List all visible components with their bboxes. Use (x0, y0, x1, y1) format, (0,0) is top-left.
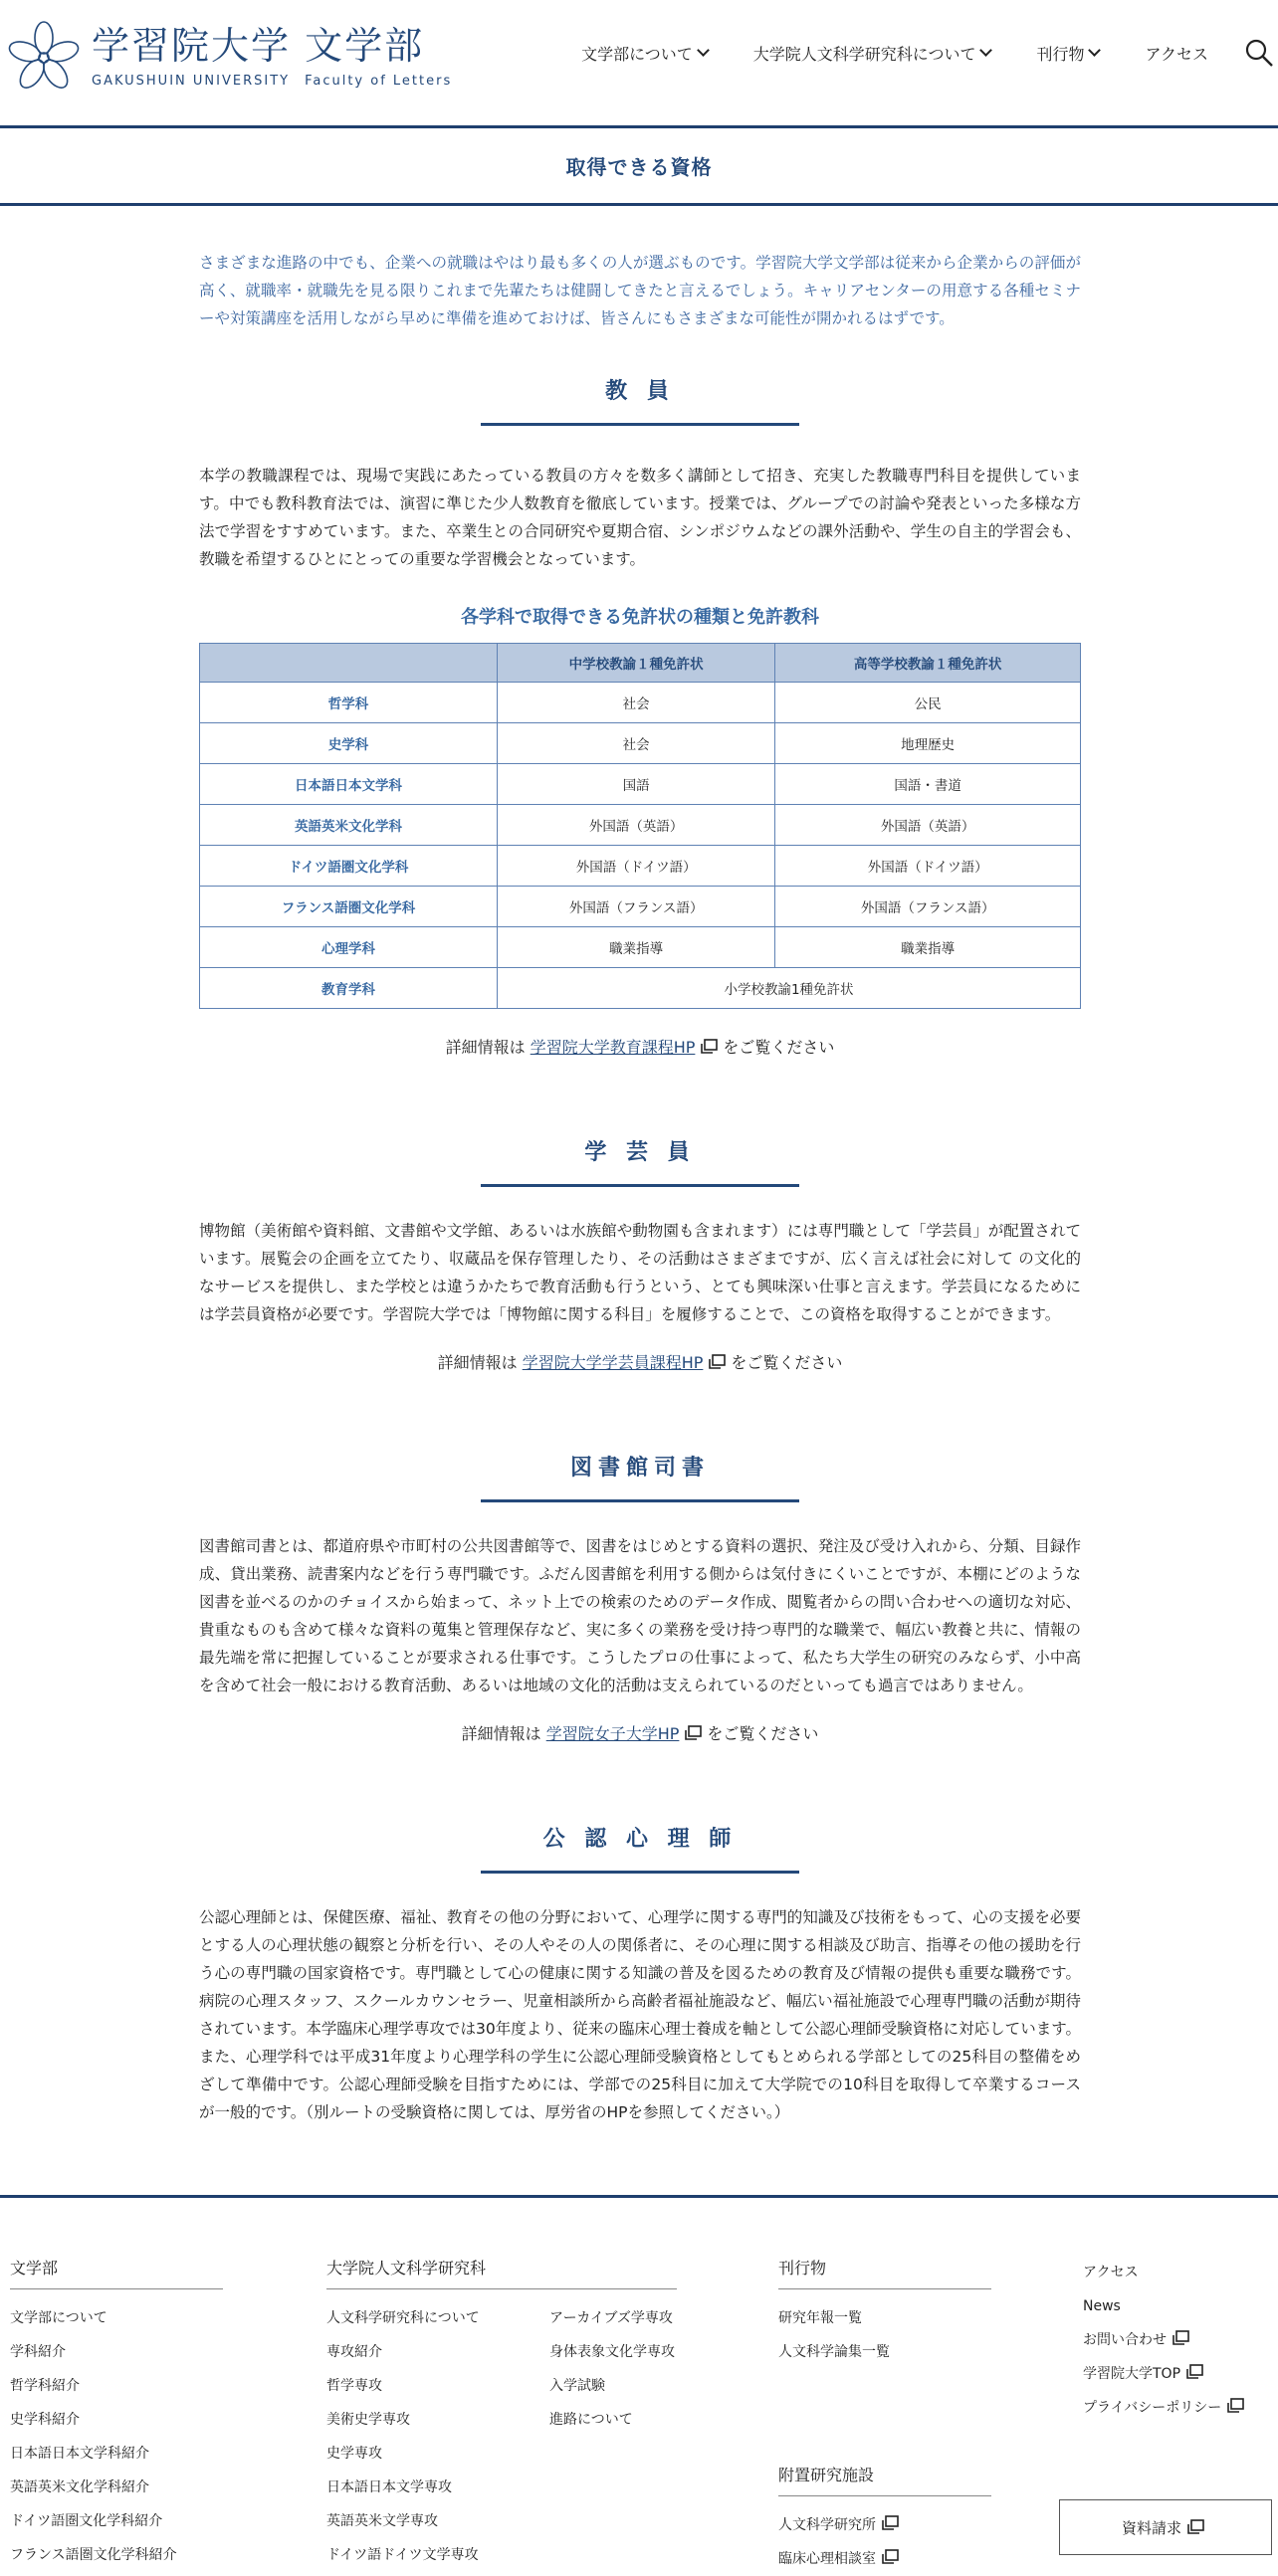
footer-link[interactable] (326, 2538, 549, 2572)
footer-col-publications (778, 2256, 991, 2576)
section-curator (199, 1135, 1081, 1373)
curator-course-link[interactable]: 学習院大学学芸員課程HP (522, 1353, 704, 1372)
table-row (200, 683, 1081, 723)
nav-label: 刊行物 (1036, 44, 1085, 64)
license-table (199, 643, 1081, 1009)
detail-prefix: 詳細情報は (445, 1038, 526, 1057)
section-body: 博物館（美術館や資料館、文書館や文学館、あるいは水族館や動物園も含まれます）には専門職として「学芸員」が配置されています。展覧会の企画を立てたり、収蔵品を保存管理したり、その活動はさまざまですが、広く言えば社会に対して の文化的なサービスを提供し、また学校とは違うかたちで教育活動も行うという、とても興味深い仕事と言えます。学芸員になるためには学芸員資格が必要です。学習院大学では「博物館に関する科目」を履修することで、この資格を取得することができます。 (199, 1222, 1081, 1323)
nav-access[interactable] (1145, 42, 1208, 65)
footer-link[interactable] (778, 2542, 991, 2576)
nav-graduate-school[interactable] (753, 42, 991, 65)
footer-link-label: 臨床心理相談室 (778, 2551, 876, 2567)
footer-link-label: ドイツ語ドイツ文学専攻 (326, 2547, 479, 2563)
senior-license-cell: 外国語（フランス語） (775, 887, 1081, 927)
external-link-icon (1171, 2330, 1190, 2346)
junior-license-cell: 社会 (498, 723, 775, 764)
footer-link[interactable] (10, 2471, 223, 2504)
table-row (200, 846, 1081, 887)
footer-col-links (1083, 2256, 1278, 2425)
footer-list (10, 2301, 223, 2572)
heading-underline (481, 1499, 799, 1502)
footer-link[interactable] (10, 2504, 223, 2538)
external-link-icon (1225, 2398, 1245, 2414)
footer-link[interactable] (778, 2508, 991, 2542)
footer-link[interactable] (778, 2301, 991, 2335)
education-course-link[interactable]: 学習院大学教育課程HP (530, 1038, 696, 1057)
section-teacher (199, 374, 1081, 1058)
flower-logo-icon (8, 20, 80, 92)
footer-link[interactable] (326, 2335, 549, 2369)
footer-link-label: 研究年報一覧 (778, 2310, 862, 2326)
footer-link[interactable] (10, 2403, 223, 2437)
footer-link[interactable] (1083, 2391, 1278, 2425)
footer-link[interactable] (778, 2335, 991, 2369)
dept-cell: 英語英米文化学科 (200, 805, 498, 846)
detail-prefix: 詳細情報は (461, 1724, 541, 1743)
external-link-icon (880, 2515, 900, 2531)
table-header-cell: 高等学校教諭１種免許状 (775, 644, 1081, 683)
dept-cell: 史学科 (200, 723, 498, 764)
intro-text: さまざまな進路の中でも、企業への就職はやはり最も多くの人が選ぶものです。学習院大学文学部は従来から企業からの評価が高く、就職率・就職先を見る限りこれまで先輩たちは健闘してきたと言えるでしょう。キャリアセンターの用意する各種セミナーや対策講座を活用しながら早めに準備を進めておけば、皆さんにもさまざまな可能性が開かれるはずです。 (199, 254, 1081, 327)
footer-link-label: 人文科学研究科について (326, 2310, 480, 2326)
section-librarian (199, 1451, 1081, 1744)
detail-prefix: 詳細情報は (437, 1353, 518, 1372)
detail-info (199, 1350, 1081, 1373)
footer-link[interactable] (10, 2335, 223, 2369)
footer-link[interactable] (1083, 2357, 1278, 2391)
footer-heading[interactable]: 大学院人文科学研究科 (326, 2256, 677, 2289)
footer-link-label: 人文科学研究所 (778, 2517, 876, 2533)
footer-link-label: 史学科紹介 (10, 2412, 80, 2428)
footer-link-label: フランス語圏文化学科紹介 (10, 2547, 177, 2563)
footer-link-label: 入学試験 (549, 2378, 605, 2394)
footer-link[interactable] (326, 2437, 549, 2471)
footer-link[interactable] (549, 2403, 675, 2437)
footer-link[interactable] (326, 2504, 549, 2538)
nav-label: アクセス (1145, 44, 1208, 64)
site-header (0, 0, 1278, 128)
footer-link-label: News (1083, 2298, 1121, 2314)
junior-license-cell: 職業指導 (498, 927, 775, 968)
external-link-icon (880, 2549, 900, 2565)
footer-link[interactable] (326, 2471, 549, 2504)
footer-list (326, 2301, 549, 2572)
footer-link-label: 英語英米文学専攻 (326, 2513, 438, 2529)
table-header-cell (200, 644, 498, 683)
section-heading: 学 芸 員 (584, 1140, 696, 1165)
footer-link-label: 進路について (549, 2412, 633, 2428)
footer-link-label: 身体表象文化学専攻 (549, 2344, 675, 2360)
footer-link-label: 史学専攻 (326, 2446, 382, 2462)
external-link-icon (683, 1725, 703, 1741)
senior-license-cell: 地理歴史 (775, 723, 1081, 764)
search-icon[interactable] (1244, 38, 1274, 68)
footer-heading[interactable]: 附置研究施設 (778, 2463, 991, 2496)
detail-suffix: をご覧ください (731, 1353, 843, 1372)
external-link-icon (707, 1354, 727, 1370)
detail-info (199, 1721, 1081, 1744)
womens-college-link[interactable]: 学習院女子大学HP (545, 1724, 680, 1743)
footer-link-label: ドイツ語圏文化学科紹介 (10, 2513, 163, 2529)
table-row (200, 927, 1081, 968)
footer-list (778, 2508, 991, 2576)
footer-link[interactable] (326, 2301, 549, 2335)
dept-cell: ドイツ語圏文化学科 (200, 846, 498, 887)
footer-link-label: お問い合わせ (1083, 2332, 1167, 2348)
heading-underline (481, 1871, 799, 1874)
detail-suffix: をご覧ください (723, 1038, 835, 1057)
logo-title: 学習院大学 文学部 (92, 23, 425, 68)
table-row (200, 723, 1081, 764)
heading-underline (481, 1184, 799, 1187)
footer-link[interactable] (1083, 2256, 1278, 2289)
nav-about-faculty[interactable] (581, 42, 708, 65)
footer-link-label: プライバシーポリシー (1083, 2400, 1222, 2416)
dept-cell: 教育学科 (200, 968, 498, 1009)
table-row (200, 805, 1081, 846)
footer-link-label: 人文科学論集一覧 (778, 2344, 890, 2360)
footer-link[interactable] (10, 2301, 223, 2335)
footer-link-label: 専攻紹介 (326, 2344, 382, 2360)
detail-info (199, 1035, 1081, 1058)
main-content (199, 249, 1081, 2126)
external-link-icon (1185, 2519, 1205, 2535)
footer-col-faculty (10, 2256, 223, 2572)
footer-link-label: 哲学科紹介 (10, 2378, 80, 2394)
table-row (200, 764, 1081, 805)
footer-link[interactable] (10, 2538, 223, 2572)
dept-cell: 心理学科 (200, 927, 498, 968)
footer-link-label: 哲学専攻 (326, 2378, 382, 2394)
site-logo[interactable] (8, 20, 452, 92)
footer-link-label: 学習院大学TOP (1083, 2366, 1181, 2382)
dept-cell: 日本語日本文学科 (200, 764, 498, 805)
footer-link-label: アクセス (1083, 2265, 1139, 2280)
junior-license-cell: 国語 (498, 764, 775, 805)
chevron-down-icon (980, 44, 993, 57)
footer-link[interactable] (1083, 2323, 1278, 2357)
page-title: 取得できる資格 (565, 155, 713, 179)
section-body: 本学の教職課程では、現場で実践にあたっている教員の方々を数多く講師として招き、充実した教職専門科目を提供しています。中でも教科教育法では、演習に準じた少人数教育を徹底しています。授業では、グループでの討論や発表といった多様な方法で学習をすすめています。また、卒業生との合同研究や夏期合宿、シンポジウムなどの課外活動や、学生の自主的学習会も、教職を希望するひとにとっての重要な学習機会となっています。 (199, 467, 1081, 568)
footer-list (778, 2301, 991, 2369)
detail-suffix: をご覧ください (707, 1724, 819, 1743)
table-row (200, 968, 1081, 1009)
section-heading: 公 認 心 理 師 (542, 1827, 738, 1852)
footer-heading[interactable]: 文学部 (10, 2256, 223, 2289)
external-link-icon (699, 1039, 719, 1055)
page-title-band (0, 131, 1278, 206)
senior-license-cell: 公民 (775, 683, 1081, 723)
merged-license-cell: 小学校教諭1種免許状 (498, 968, 1081, 1009)
section-heading: 図書館司書 (569, 1456, 710, 1481)
footer-link[interactable] (10, 2437, 223, 2471)
section-heading: 教 員 (605, 379, 675, 404)
footer-link[interactable] (10, 2369, 223, 2403)
main-nav (581, 38, 1208, 68)
request-materials-button[interactable] (1059, 2499, 1272, 2555)
table-header-cell: 中学校教諭１種免許状 (498, 644, 775, 683)
footer-col-graduate (326, 2256, 677, 2572)
chevron-down-icon (697, 44, 710, 57)
nav-publications[interactable] (1036, 42, 1099, 65)
footer-heading[interactable]: 刊行物 (778, 2256, 991, 2289)
table-title: 各学科で取得できる免許状の種類と免許教科 (461, 607, 819, 628)
dept-cell: 哲学科 (200, 683, 498, 723)
nav-label: 文学部について (581, 44, 693, 64)
senior-license-cell: 外国語（ドイツ語） (775, 846, 1081, 887)
footer-link-label: 文学部について (10, 2310, 107, 2326)
dept-cell: フランス語圏文化学科 (200, 887, 498, 927)
senior-license-cell: 外国語（英語） (775, 805, 1081, 846)
junior-license-cell: 外国語（フランス語） (498, 887, 775, 927)
footer-link-label: 美術史学専攻 (326, 2412, 410, 2428)
footer-link[interactable] (549, 2369, 675, 2403)
table-header-row (200, 644, 1081, 683)
footer-link-label: 学科紹介 (10, 2344, 66, 2360)
nav-label: 大学院人文科学研究科について (752, 44, 976, 64)
section-body: 公認心理師とは、保健医療、福祉、教育その他の分野において、心理学に関する専門的知識及び技術をもって、心の支援を必要とする人の心理状態の観察と分析を行い、その人やその人の関係者に、その心理に関する相談及び助言、指導その他の援助を行う心の専門職の国家資格です。専門職として心の健康に関する知識の普及を図るための教育及び情報の提供も重要な職務です。病院の心理スタッフ、スクールカウンセラー、児童相談所から高齢者福祉施設など、幅広い福祉施設で心理専門職の活動が期待されています。本学臨床心理学専攻では30年度より、従来の臨床心理士養成を軸として公認心理師受験資格に対応しています。 また、心理学科では平成31年度より心理学科の学生に公認心理師受験資格としてもとめられる学部としての25科目の整備をめざして準備中です。公認心理師受験を目指すためには、学部での25科目に加えて大学院での10科目を取得して卒業するコースが一般的です。（別ルートの受験資格に関しては、厚労省のHPを参照してください。） (199, 1908, 1081, 2121)
footer-link[interactable] (549, 2301, 675, 2335)
junior-license-cell: 外国語（英語） (498, 805, 775, 846)
section-psychologist (199, 1822, 1081, 2126)
footer-list (1083, 2256, 1278, 2425)
table-row (200, 887, 1081, 927)
section-body: 図書館司書とは、都道府県や市町村の公共図書館等で、図書をはじめとする資料の選択、発注及び受け入れから、分類、目録作成、貸出業務、読書案内などを行う専門職です。ふだん図書館を利用する側からは気付きにくいことですが、本棚にどのような図書を並べるのかのチョイスから始まって、ネット上での検索のためのデータ作成、閲覧者からの問い合わせへの適切な対応、貴重なものも含めて様々な資料の蒐集と管理保存など、実に多くの業務を受け持つ専門的な職業で、幅広い教養と共に、情報の最先端を常に把握していることが要求される仕事です。こうしたプロの仕事によって、私たち大学生の研究のみならず、小中高を含めて社会一般における教育活動、あるいは地域の文化的活動は支えられているのだといっても過言ではありません。 (199, 1537, 1081, 1694)
footer-link-label: 日本語日本文学科紹介 (10, 2446, 149, 2462)
button-label: 資料請求 (1121, 2518, 1181, 2537)
footer-list (549, 2301, 675, 2572)
senior-license-cell: 職業指導 (775, 927, 1081, 968)
footer-link[interactable] (326, 2403, 549, 2437)
chevron-down-icon (1089, 44, 1102, 57)
footer-link[interactable] (326, 2369, 549, 2403)
junior-license-cell: 外国語（ドイツ語） (498, 846, 775, 887)
logo-subtitle: GAKUSHUIN UNIVERSITY Faculty of Letters (92, 73, 453, 89)
senior-license-cell: 国語・書道 (775, 764, 1081, 805)
footer-link-label: 日本語日本文学専攻 (326, 2479, 452, 2495)
junior-license-cell: 社会 (498, 683, 775, 723)
footer-link[interactable] (549, 2335, 675, 2369)
external-link-icon (1184, 2364, 1204, 2380)
heading-underline (481, 423, 799, 426)
footer-link[interactable] (1083, 2289, 1278, 2323)
footer-link-label: アーカイブズ学専攻 (549, 2310, 673, 2326)
footer-link-label: 英語英米文化学科紹介 (10, 2479, 149, 2495)
